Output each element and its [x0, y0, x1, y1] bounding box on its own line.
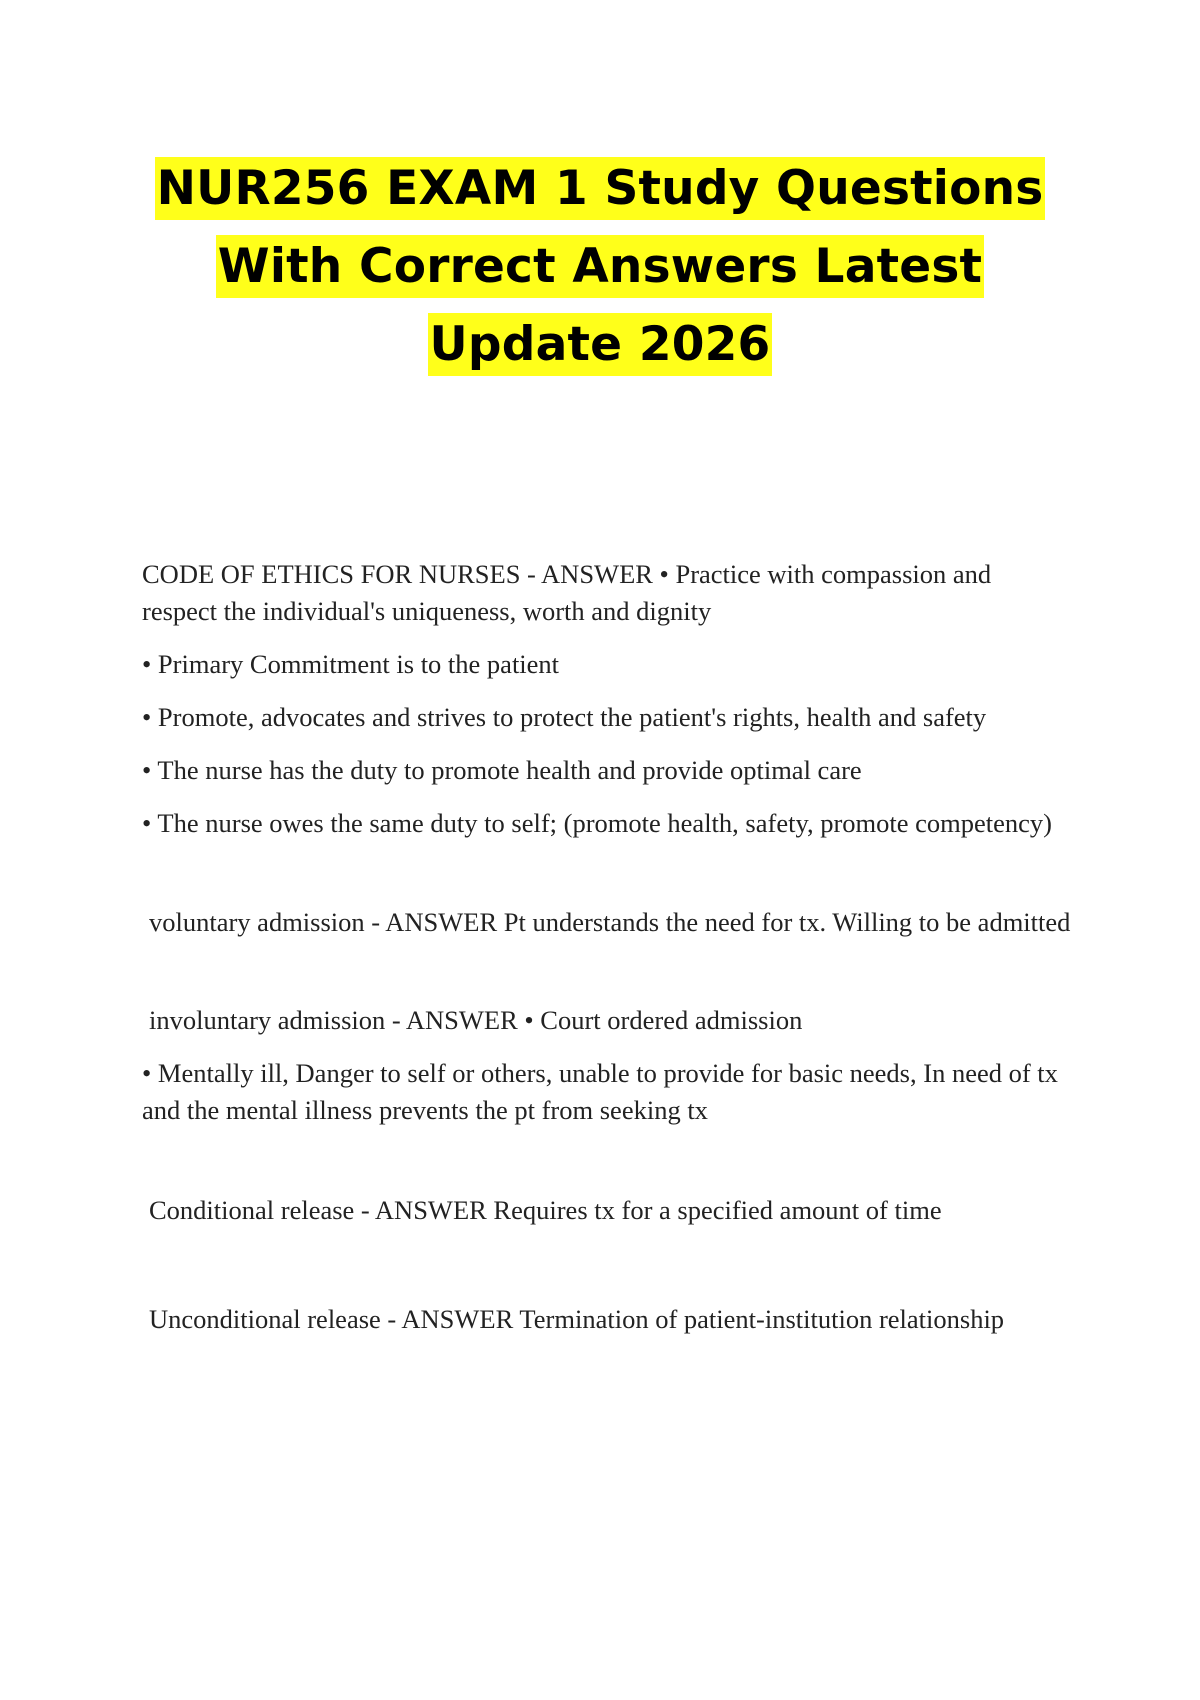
document-title: [0, 150, 1200, 384]
title-line: [0, 150, 1200, 228]
qa-voluntary-admission: voluntary admission - ANSWER Pt understands the need for tx. Willing to be admitted: [149, 907, 1071, 937]
qa-conditional-release: Conditional release - ANSWER Requires tx for a specified amount of time: [149, 1195, 942, 1225]
document-body: [142, 556, 1072, 1338]
bullet-item: • Promote, advocates and strives to protect the patient's rights, health and safety: [142, 702, 987, 732]
bullet-item: • The nurse has the duty to promote health and provide optimal care: [142, 755, 862, 785]
bullet-item: • Mentally ill, Danger to self or others, unable to provide for basic needs, In need of tx and the mental illness prevents the pt from seeking tx: [142, 1058, 1058, 1125]
title-line: [0, 228, 1200, 306]
title-line-2: With Correct Answers Latest: [216, 235, 984, 298]
bullet-item: • Primary Commitment is to the patient: [142, 649, 560, 679]
title-line-3: Update 2026: [428, 313, 773, 376]
qa-code-of-ethics: CODE OF ETHICS FOR NURSES - ANSWER • Practice with compassion and respect the individual's uniqueness, worth and dignity: [142, 559, 992, 626]
title-line-1: NUR256 EXAM 1 Study Questions: [155, 157, 1046, 220]
qa-involuntary-admission: involuntary admission - ANSWER • Court ordered admission: [149, 1005, 803, 1035]
bullet-item: • The nurse owes the same duty to self; (promote health, safety, promote competency): [142, 808, 1053, 838]
title-line: [0, 306, 1200, 384]
qa-unconditional-release: Unconditional release - ANSWER Termination of patient-institution relationship: [149, 1304, 1005, 1334]
